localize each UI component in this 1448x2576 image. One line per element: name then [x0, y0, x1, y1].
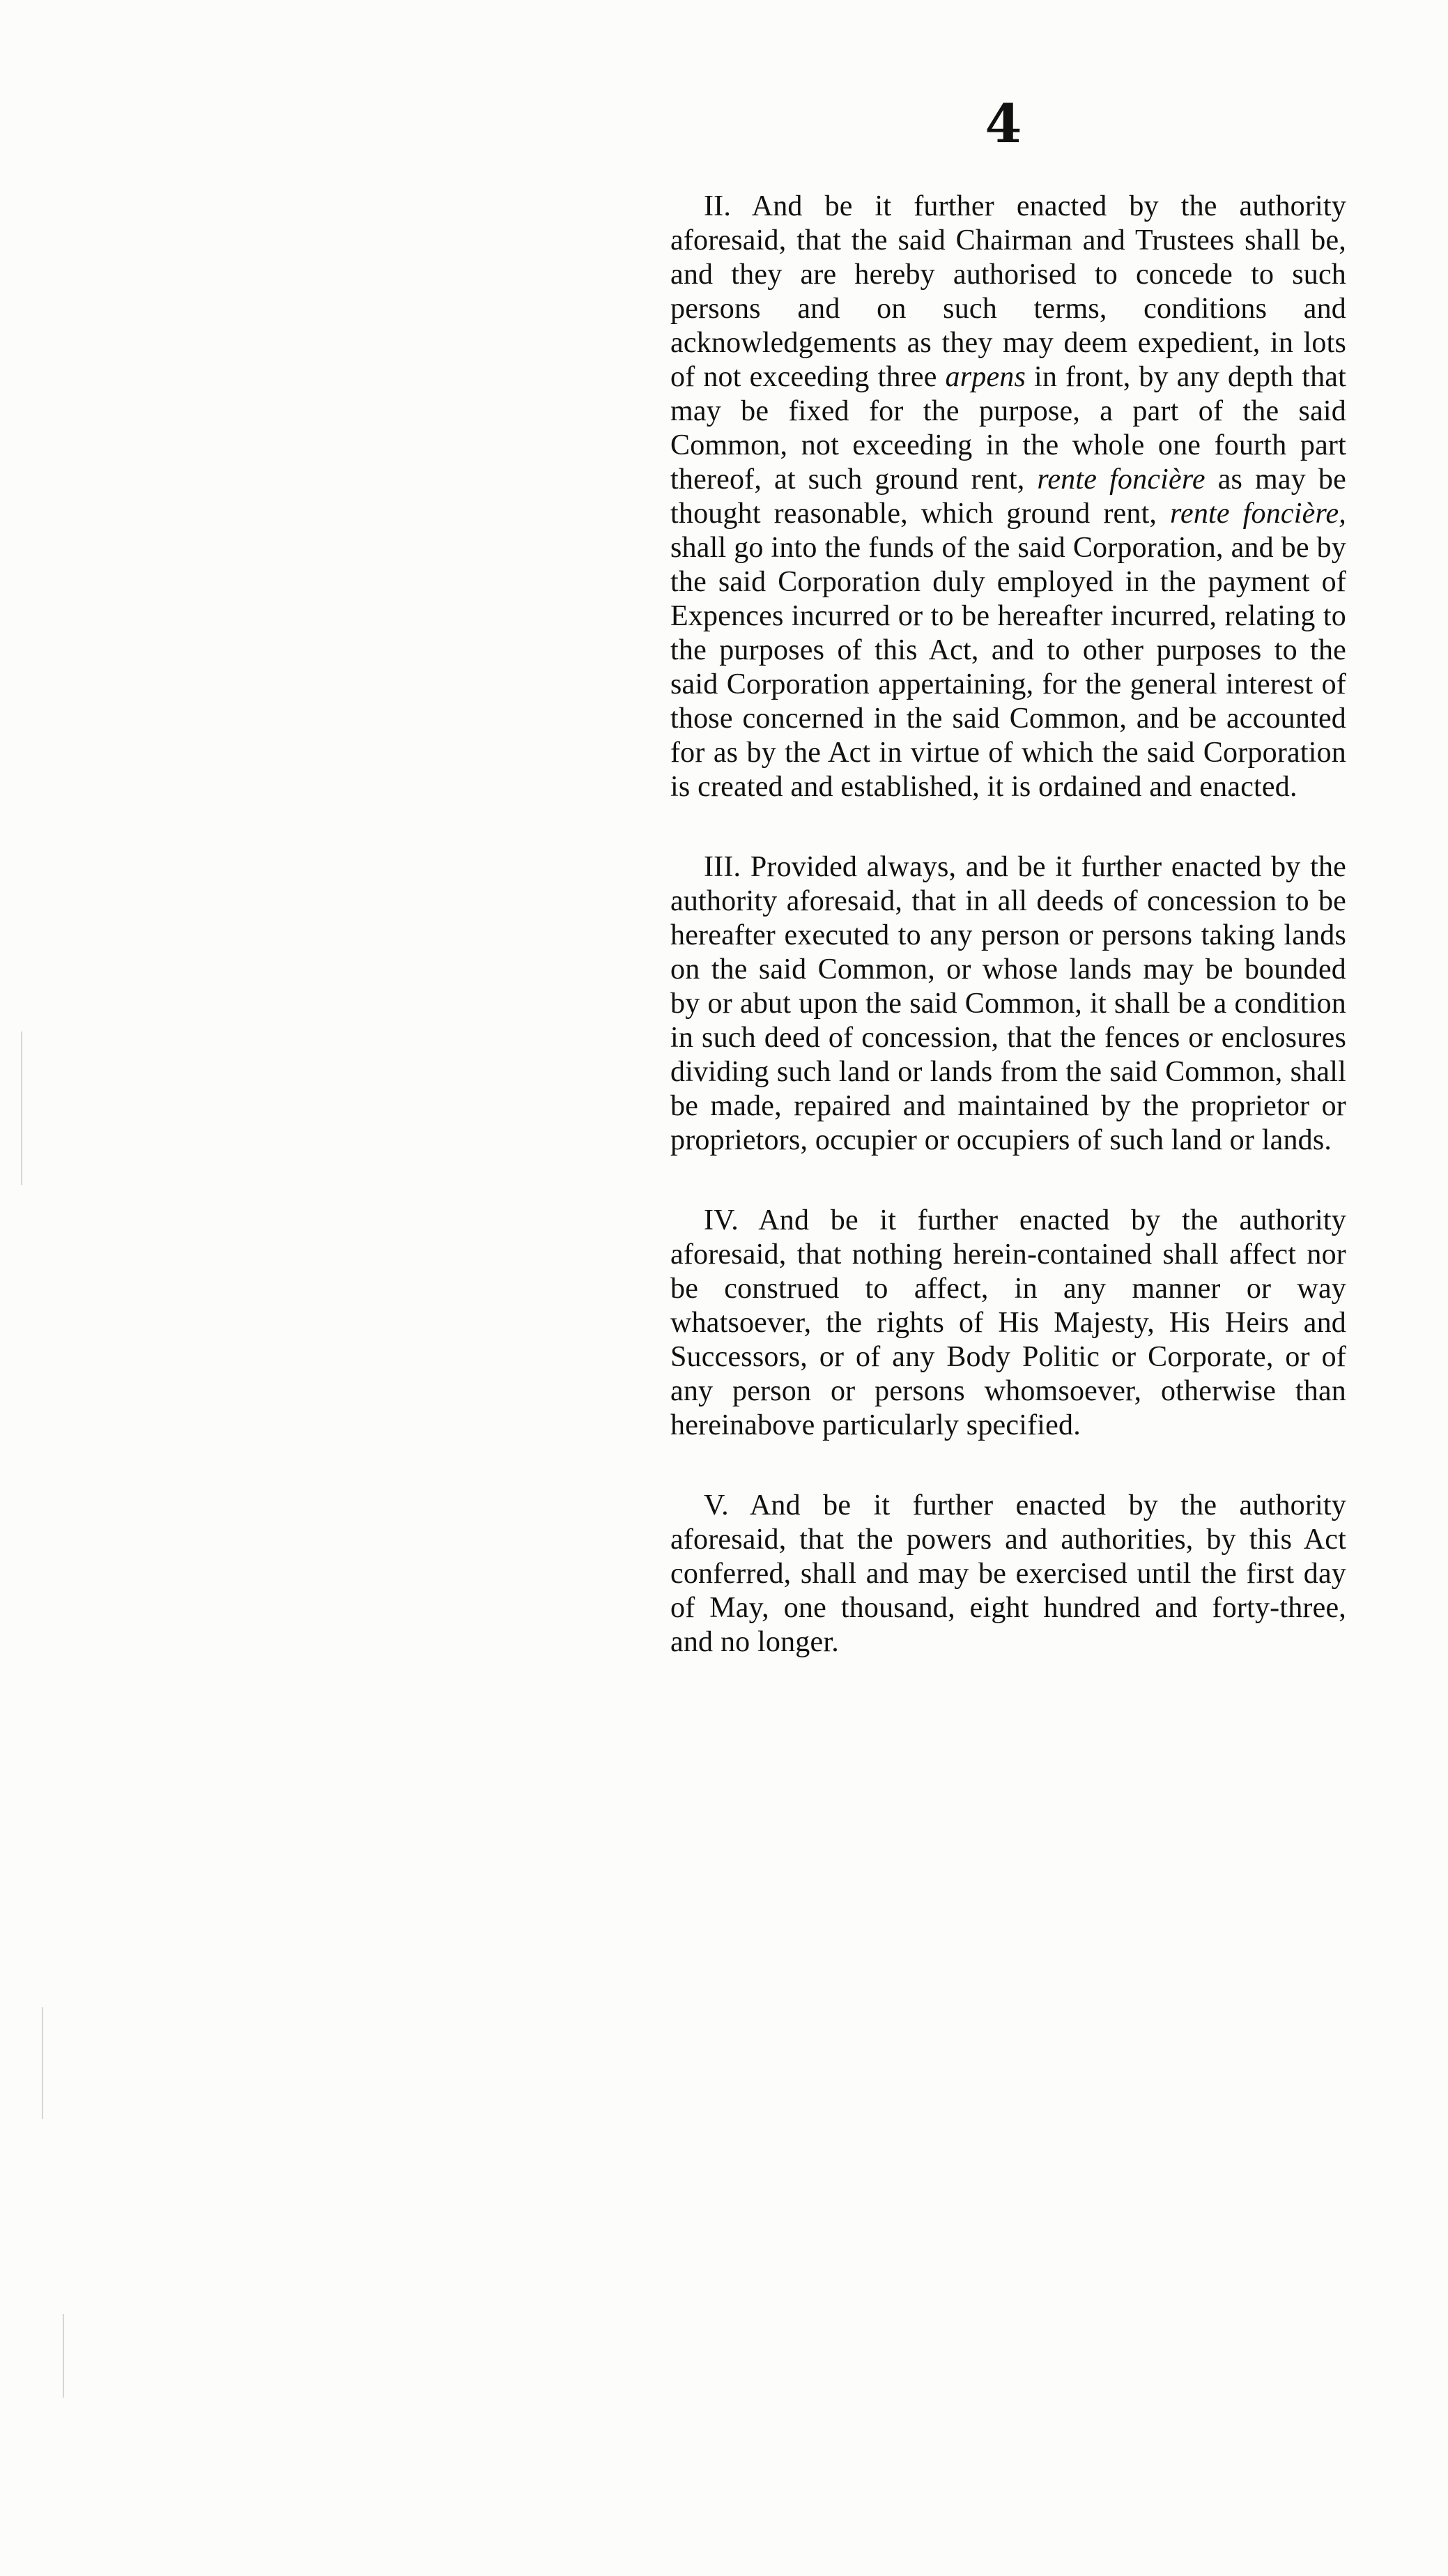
scan-noise — [63, 2314, 64, 2398]
section-paragraph-iv — [670, 1204, 1346, 1443]
section-numeral: II. — [704, 190, 732, 222]
scan-noise — [42, 2007, 43, 2119]
italic-term: arpens — [945, 361, 1026, 393]
section-numeral: III. — [704, 851, 741, 883]
text-column — [670, 190, 1346, 1705]
section-numeral: IV. — [704, 1204, 739, 1236]
scan-noise — [21, 1032, 22, 1185]
section-text: as may be thought reasonable, which ground rent, — [670, 463, 1346, 530]
section-text: shall go into the funds of the said Corporation, and be by the said Corporation duly employed in the payment of Expences incurred or to be hereafter incurred, relating to the purposes of this Act, and to other purposes to the said Corporation appertaining, for the general interest of those concerned in the said Common, and be accounted for as by the Act in virtue of which the said Corporation is created and established, it is ordained and enacted. — [670, 532, 1346, 803]
page-number: 4 — [985, 93, 1022, 155]
italic-term: rente foncière — [1037, 463, 1206, 496]
section-text: And be it further enacted by the authority aforesaid, that nothing herein-contained shall affect nor be construed to affect, in any manner or way whatsoever, the rights of His Majesty, His Heirs and Successors, or of any Body Politic or Corporate, or of any person or persons whomsoever, otherwise than hereinabove particularly specified. — [670, 1204, 1346, 1441]
section-paragraph-ii — [670, 190, 1346, 804]
section-text: in front, by any depth that may be fixed for the purpose, a part of the said Common, not exceeding in the whole one fourth part thereof, at such ground rent, — [670, 361, 1347, 496]
italic-term: rente foncière, — [1170, 498, 1346, 530]
section-text: Provided always, and be it further enacted by the authority aforesaid, that in all deeds of concession to be hereafter executed to any person or persons taking lands on the said Common, or whose lands may be bounded by or abut upon the said Common, it shall be a condition in such deed of concession, that the fences or enclosures dividing such land or lands from the said Common, shall be made, repaired and maintained by the proprietor or proprietors, occupier or occupiers of such land or lands. — [670, 851, 1346, 1156]
section-text: And be it further enacted by the authority aforesaid, that the powers and authorities, by this Act conferred, shall and may be exercised until the first day of May, one thousand, eight hundred and forty-three, and no longer. — [670, 1489, 1346, 1658]
section-paragraph-iii — [670, 850, 1346, 1158]
section-text: And be it further enacted by the authority aforesaid, that the said Chairman and Trustees shall be, and they are hereby authorised to concede to such persons and on such terms, conditions and acknowledgements as they may deem expedient, in lots of not exceeding three — [670, 190, 1346, 393]
section-numeral: V. — [704, 1489, 729, 1521]
section-paragraph-v — [670, 1489, 1346, 1659]
